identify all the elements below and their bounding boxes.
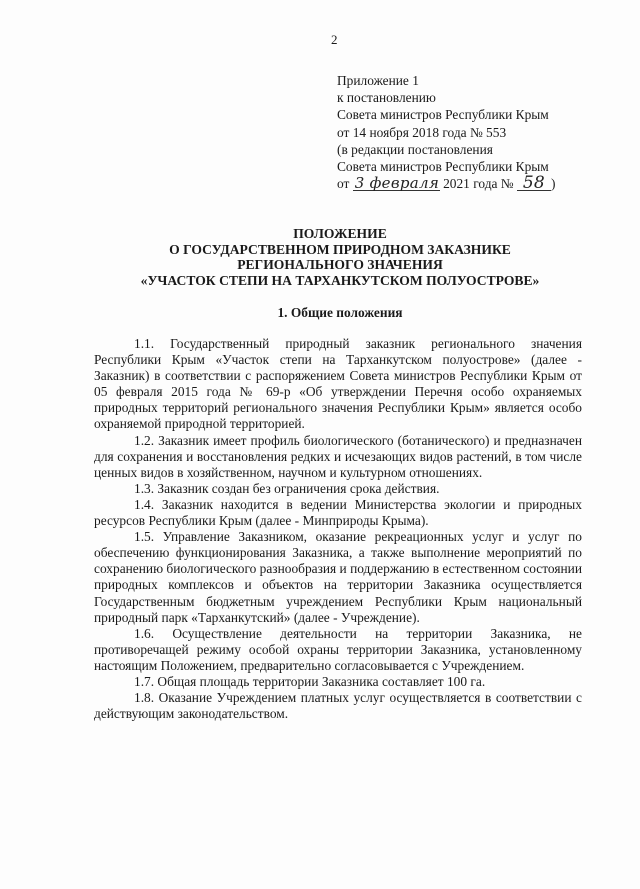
paragraph-1-5: 1.5. Управление Заказником, оказание рекреационных услуг и услуг по обеспечению функционирования Заказника, а также выполнение мероприятий по сохранению биологического разнообразия и поддержанию в естественном состоянии природных комплексов и объектов на территории Заказника осуществляется Государственным бюджетным учреждением Республики Крым национальный природный парк «Тарханкутский» (далее - Учреждение). <box>94 529 582 625</box>
page-number: 2 <box>331 32 338 47</box>
paragraph-1-1: 1.1. Государственный природный заказник регионального значения Республики Крым «Участок степи на Тарханкутском полуострове» (далее - Заказник) в соответствии с распоряжением Совета министров Республики Крым от 05 февраля 2015 года № 69-р «Об утверждении Перечня особо охраняемых природных территорий регионального значения Республики Крым» является особо охраняемой природной территорией. <box>94 336 582 432</box>
appendix-date-line <box>337 175 617 192</box>
section-body <box>94 336 582 722</box>
handwritten-date: 3 февраля <box>354 174 440 193</box>
title-line: «УЧАСТОК СТЕПИ НА ТАРХАНКУТСКОМ ПОЛУОСТРОВЕ» <box>140 272 540 288</box>
title-line: РЕГИОНАЛЬНОГО ЗНАЧЕНИЯ <box>237 257 443 273</box>
title-line: ПОЛОЖЕНИЕ <box>293 226 387 241</box>
appendix-block <box>337 72 617 192</box>
appendix-line: к постановлению <box>337 90 436 106</box>
appendix-line: Приложение 1 <box>337 73 419 88</box>
appendix-closing-paren: ) <box>550 176 556 192</box>
handwritten-number: 58 <box>517 176 551 191</box>
title-line: О ГОСУДАРСТВЕННОМ ПРИРОДНОМ ЗАКАЗНИКЕ <box>169 241 511 257</box>
appendix-line: от 14 ноября 2018 года № 553 <box>337 124 507 140</box>
document-title <box>80 226 600 288</box>
appendix-line: Совета министров Республики Крым <box>337 107 549 123</box>
appendix-from-label: от <box>337 176 350 192</box>
paragraph-1-6: 1.6. Осуществление деятельности на территории Заказника, не противоречащей режиму особой охраны территории Заказника, установленному настоящим Положением, предварительно согласовывается с Учреждением. <box>94 625 582 673</box>
section-heading: 1. Общие положения <box>277 305 403 320</box>
appendix-year-label: 2021 года № <box>443 176 514 192</box>
paragraph-1-8: 1.8. Оказание Учреждением платных услуг осуществляется в соответствии с действующим законодательством. <box>94 690 582 722</box>
paragraph-1-2: 1.2. Заказник имеет профиль биологического (ботанического) и предназначен для сохранения и восстановления редких и исчезающих видов растений, в том числе ценных видов в хозяйственном, научном и культурном отношениях. <box>94 432 582 480</box>
paragraph-1-3: 1.3. Заказник создан без ограничения срока действия. <box>134 480 440 496</box>
paragraph-1-4: 1.4. Заказник находится в ведении Министерства экологии и природных ресурсов Республики Крым (далее - Минприроды Крыма). <box>94 496 582 529</box>
appendix-line: Совета министров Республики Крым <box>337 159 549 175</box>
appendix-line: (в редакции постановления <box>337 141 493 157</box>
paragraph-1-7: 1.7. Общая площадь территории Заказника составляет 100 га. <box>134 673 486 689</box>
